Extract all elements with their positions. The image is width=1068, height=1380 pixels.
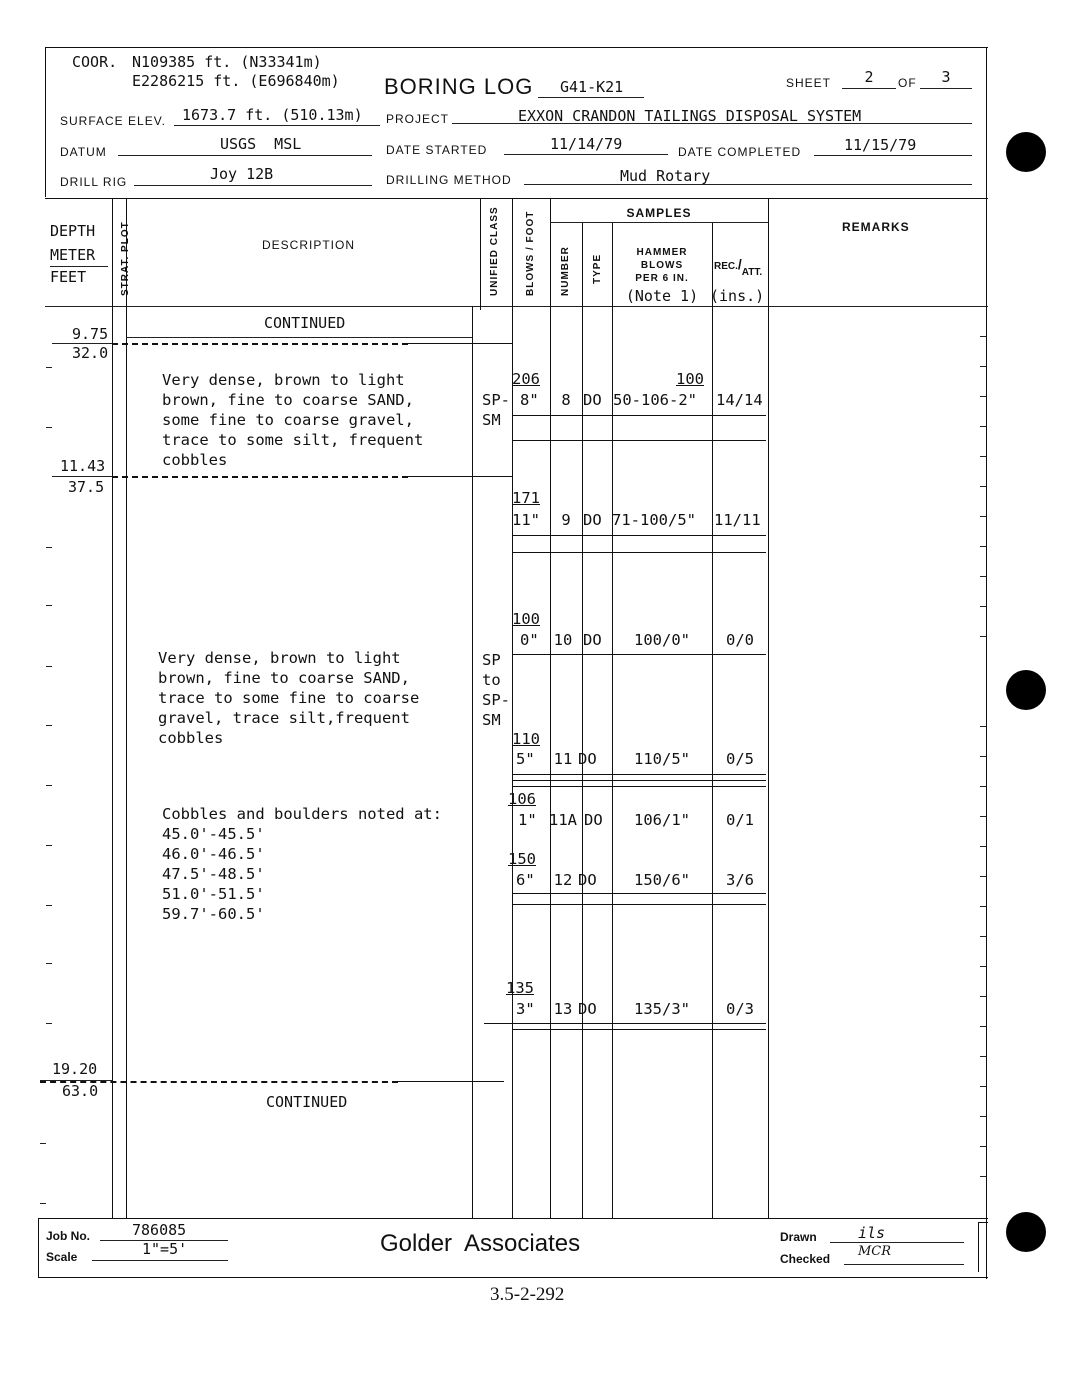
drilling-method: Mud Rotary — [620, 167, 711, 185]
continued-top-label: CONTINUED — [264, 314, 346, 332]
scale-tick — [980, 636, 986, 637]
col-line-strat — [112, 198, 113, 1218]
scale-tick — [46, 367, 52, 368]
scale-tick — [980, 606, 986, 607]
col-line-rec — [712, 222, 713, 1218]
footer-top-line — [38, 1218, 988, 1219]
sample-number: 8 — [561, 391, 571, 409]
footer-left-line — [38, 1218, 39, 1278]
col-line-blows — [512, 198, 513, 1218]
scale-tick — [980, 396, 986, 397]
layer2-description: Very dense, brown to light brown, fine to coarse SAND, trace to some fine to coarse gravel, trace silt,frequent cobbles — [158, 649, 420, 747]
depth-meter: 11.43 — [60, 457, 106, 475]
sheet-total-underline — [920, 88, 972, 89]
drawn-by: ils — [858, 1224, 886, 1242]
scale-tick — [980, 846, 986, 847]
scale-tick — [980, 456, 986, 457]
page-number: 3.5-2-292 — [490, 1284, 565, 1305]
sample-type: DO — [583, 511, 602, 529]
binder-hole-top — [1006, 132, 1046, 172]
rec-header-att: ATT. — [741, 267, 763, 278]
sample-number: 10 — [553, 631, 573, 649]
scale-tick — [980, 1026, 986, 1027]
scale-tick — [46, 785, 52, 786]
date-completed-label: DATE COMPLETED — [678, 145, 802, 159]
coord-north: N109385 ft. (N33341m) — [132, 53, 322, 71]
layer-boundary — [112, 343, 408, 345]
feet-header: FEET — [50, 268, 87, 286]
sample-line — [512, 535, 766, 536]
frame-top — [45, 47, 988, 48]
scale-tick — [46, 725, 52, 726]
scale-tick — [980, 576, 986, 577]
company-name: Golder Associates — [380, 1230, 581, 1257]
scale-tick — [40, 1143, 46, 1144]
sample-number: 11 — [553, 750, 573, 768]
rec-header — [714, 256, 763, 278]
remarks-header: REMARKS — [842, 220, 910, 234]
sample-hammer: 50-106-2" — [613, 391, 697, 409]
sample-hammer: 106/1" — [634, 811, 690, 829]
sample-hammer: 150/6" — [634, 871, 690, 889]
sample-type: DO — [578, 750, 597, 768]
coord-label: COOR. — [72, 53, 118, 71]
continued-bottom-label: CONTINUED — [266, 1093, 348, 1111]
sample-line — [512, 904, 766, 905]
page-title: BORING LOG — [384, 74, 534, 99]
scale-tick — [980, 1116, 986, 1117]
coord-east: E2286215 ft. (E696840m) — [132, 72, 340, 90]
sample-line — [512, 1029, 766, 1030]
sheet-label: SHEET — [786, 76, 832, 90]
footer-inner-line — [978, 1222, 988, 1223]
sample-penetration: 5" — [516, 750, 535, 768]
depth-header: DEPTH — [50, 222, 96, 240]
drilling-method-underline — [524, 184, 972, 185]
sample-number: 9 — [561, 511, 571, 529]
sample-type: DO — [583, 391, 602, 409]
sample-hammer: 110/5" — [634, 750, 690, 768]
sample-line — [512, 774, 766, 775]
checked-underline — [844, 1264, 964, 1265]
sample-line — [512, 552, 766, 553]
scale-tick — [46, 605, 52, 606]
surface-elev-underline — [174, 125, 380, 126]
sample-hammer: 71-100/5" — [612, 511, 696, 529]
scale-tick — [46, 666, 52, 667]
sample-recovery: 0/1 — [726, 811, 754, 829]
checked-by: MCR — [858, 1244, 892, 1259]
col-line-class — [480, 198, 481, 310]
drawn-underline — [830, 1242, 964, 1243]
sample-line — [512, 786, 766, 787]
scale-tick — [980, 966, 986, 967]
cobbles-note: Cobbles and boulders noted at: 45.0'-45.5' 46.0'-46.5' 47.5'-48.5' 51.0'-51.5' 59.7'-60.5' — [162, 805, 442, 923]
sample-number: 11A — [549, 811, 577, 829]
sample-blows: 106 — [508, 790, 536, 808]
drawn-label: Drawn — [780, 1230, 817, 1244]
depth-meter: 9.75 — [72, 325, 109, 343]
sample-blows: 135 — [506, 979, 534, 997]
footer-inner-right — [978, 1222, 979, 1272]
binder-hole-middle — [1006, 670, 1046, 710]
sample-recovery: 14/14 — [716, 391, 763, 409]
sample-type: DO — [583, 631, 602, 649]
scale-tick — [980, 906, 986, 907]
col-line-number — [550, 198, 551, 1218]
sample-hammer: 100/0" — [634, 631, 690, 649]
depth-marker-line — [52, 476, 112, 477]
date-started-underline — [504, 154, 668, 155]
sample-recovery: 0/5 — [726, 750, 754, 768]
sample-line — [512, 893, 766, 894]
sample-type: DO — [584, 811, 603, 829]
sample-type: DO — [578, 1000, 597, 1018]
scale-tick — [980, 1086, 986, 1087]
samples-header: SAMPLES — [626, 206, 692, 220]
unified-class-header: UNIFIED CLASS — [489, 206, 500, 296]
strat-plot-header: STRAT. PLOT — [120, 221, 131, 296]
column-header-bottom — [45, 306, 988, 307]
table-top — [45, 198, 988, 199]
of-label: OF — [898, 76, 917, 90]
scale-tick — [46, 905, 52, 906]
sample-type: DO — [578, 871, 597, 889]
col-line-type — [582, 222, 583, 1218]
datum-value: USGS MSL — [220, 135, 302, 153]
drill-rig-label: DRILL RIG — [60, 175, 128, 189]
scale-tick — [46, 963, 52, 964]
layer1-class: SP- SM — [482, 391, 510, 429]
datum-label: DATUM — [60, 145, 107, 159]
sheet-number: 2 — [864, 68, 874, 86]
sample-penetration: 1" — [518, 811, 537, 829]
sample-recovery: 3/6 — [726, 871, 754, 889]
layer-boundary-solid — [398, 1081, 504, 1082]
job-number: 786085 — [132, 1221, 187, 1239]
type-header: TYPE — [592, 253, 603, 284]
scale-tick — [980, 936, 986, 937]
depth-feet: 37.5 — [68, 478, 105, 496]
sample-number: 12 — [553, 871, 573, 889]
sample-blows: 150 — [508, 850, 536, 868]
scale-tick — [40, 1203, 46, 1204]
scale-tick — [980, 366, 986, 367]
sample-recovery: 0/3 — [726, 1000, 754, 1018]
boring-id-underline — [538, 97, 644, 98]
depth-meter: 19.20 — [52, 1060, 98, 1078]
scale-tick — [980, 1146, 986, 1147]
scale-tick — [980, 1176, 986, 1177]
scale-value: 1"=5' — [142, 1240, 188, 1258]
frame-right — [986, 47, 987, 1279]
surface-elev: 1673.7 ft. (510.13m) — [182, 106, 363, 124]
drilling-method-label: DRILLING METHOD — [386, 173, 512, 187]
meter-header: METER — [50, 246, 96, 264]
blows-foot-header: BLOWS / FOOT — [525, 210, 536, 296]
project-underline — [452, 123, 972, 124]
sample-hammer: 135/3" — [634, 1000, 690, 1018]
layer2-class: SP to SP- SM — [482, 651, 510, 729]
date-completed: 11/15/79 — [844, 136, 917, 154]
layer-boundary-solid — [408, 476, 512, 477]
rec-header-slash: / — [737, 256, 742, 272]
scale-tick — [980, 336, 986, 337]
sample-recovery: 11/11 — [714, 511, 761, 529]
date-started: 11/14/79 — [550, 135, 623, 153]
col-line-hammer — [612, 222, 613, 1218]
sample-penetration: 0" — [520, 631, 539, 649]
hammer-header-line1: HAMMER — [636, 247, 688, 258]
rec-header-rec: REC. — [714, 261, 738, 272]
hammer-header-line2: BLOWS — [640, 260, 684, 271]
sheet-number-underline — [842, 88, 896, 89]
number-header: NUMBER — [560, 246, 571, 296]
scale-tick — [980, 1056, 986, 1057]
scale-tick — [980, 756, 986, 757]
scale-tick — [980, 996, 986, 997]
project-name: EXXON CRANDON TAILINGS DISPOSAL SYSTEM — [518, 107, 862, 125]
rec-units: (ins.) — [710, 287, 765, 305]
date-started-label: DATE STARTED — [386, 143, 488, 157]
scale-tick — [980, 546, 986, 547]
sample-hammer-top: 100 — [676, 370, 704, 388]
layer-boundary — [40, 1081, 398, 1083]
sample-penetration: 11" — [512, 511, 540, 529]
scale-underline — [92, 1260, 228, 1261]
date-completed-underline — [814, 155, 972, 156]
sample-penetration: 8" — [520, 391, 539, 409]
frame-left — [45, 47, 46, 197]
layer-boundary-solid — [408, 343, 512, 344]
datum-underline — [118, 155, 372, 156]
boring-id: G41-K21 — [560, 78, 624, 96]
continued-top-underline — [126, 337, 472, 338]
scale-tick — [980, 486, 986, 487]
sample-line — [512, 654, 766, 655]
meter-header-underline — [50, 266, 108, 267]
scale-tick — [46, 547, 52, 548]
depth-feet: 63.0 — [62, 1082, 99, 1100]
hammer-header — [612, 246, 712, 285]
scale-tick — [46, 427, 52, 428]
layer1-description: Very dense, brown to light brown, fine to coarse SAND, some fine to coarse gravel, trace to some silt, frequent cobbles — [162, 371, 424, 469]
sample-blows: 100 — [512, 610, 540, 628]
sample-blows: 171 — [512, 489, 540, 507]
drill-rig-underline — [134, 185, 372, 186]
scale-tick — [46, 845, 52, 846]
scale-tick — [980, 816, 986, 817]
binder-hole-bottom — [1006, 1212, 1046, 1252]
scale-tick — [980, 516, 986, 517]
sample-recovery: 0/0 — [726, 631, 754, 649]
sample-penetration: 6" — [516, 871, 535, 889]
col-line-desc — [126, 198, 127, 1218]
scale-tick — [980, 876, 986, 877]
hammer-note: (Note 1) — [625, 287, 699, 305]
samples-header-line — [550, 222, 768, 223]
scale-tick — [46, 1023, 52, 1024]
sample-line — [512, 415, 766, 416]
description-header: DESCRIPTION — [262, 238, 356, 252]
job-number-label: Job No. — [46, 1229, 90, 1243]
scale-tick — [980, 426, 986, 427]
sample-line — [484, 1023, 766, 1024]
footer-bottom-line — [38, 1277, 988, 1278]
scale-tick — [980, 786, 986, 787]
project-label: PROJECT — [386, 112, 450, 126]
sample-penetration: 3" — [516, 1000, 535, 1018]
checked-label: Checked — [780, 1252, 831, 1266]
sample-line — [512, 780, 766, 781]
depth-feet: 32.0 — [72, 344, 109, 362]
layer-boundary — [112, 476, 408, 478]
col-line-remarks — [768, 198, 769, 1218]
scale-tick — [980, 726, 986, 727]
sample-blows: 206 — [512, 370, 540, 388]
sample-blows: 110 — [512, 730, 540, 748]
sample-line — [512, 440, 766, 441]
scale-label: Scale — [46, 1250, 78, 1264]
surface-elev-label: SURFACE ELEV. — [60, 114, 166, 128]
hammer-header-line3: PER 6 IN. — [635, 273, 689, 284]
sheet-total: 3 — [941, 68, 951, 86]
drill-rig: Joy 12B — [210, 165, 274, 183]
sample-number: 13 — [553, 1000, 573, 1018]
